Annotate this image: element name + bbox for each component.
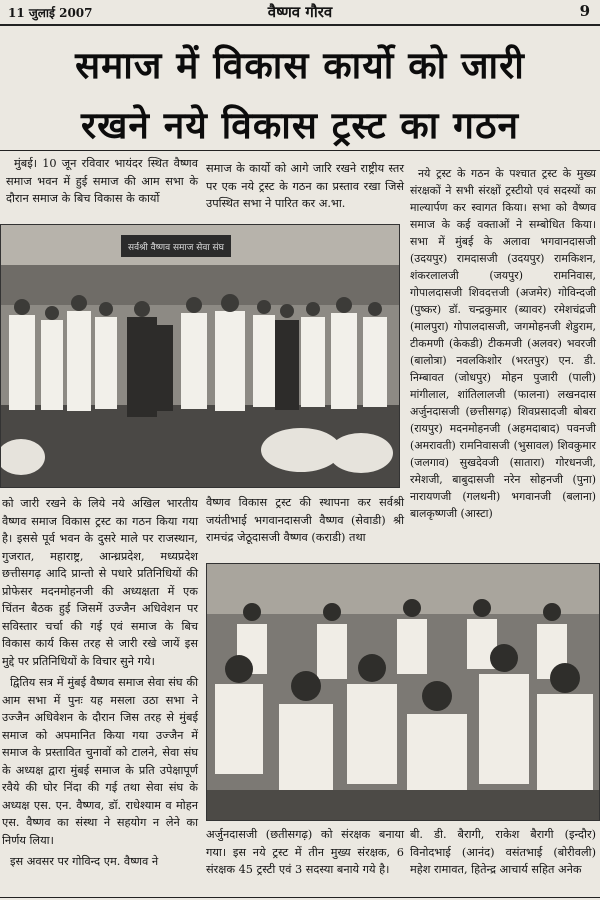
article-left-continued-2: द्वितिय सत्र में मुंबई वैष्णव समाज सेवा संघ की आम सभा में पुनः यह मसला उठा सभा ने उज्जैन अधिवेशन के दौरान जिस तरह से मुंबई समाज को अपमानित किया गया उज्जैन में समाज के प्रस्तावित चुनावों को टालने, सेवा संघ के अध्यक्ष द्वारा मुंबई समाज के प्रति उपेक्षापूर्ण रवैये की घोर निंदा की गई तथा सेवा संघ के अध्यक्ष एस. एन. वैष्णव, डॉ. राधेश्याम व मोहन एस. वैष्णव का संस्था ने सहयोग न लेने का निर्णय लिया। [2,676,198,847]
article-right-column-text: नये ट्रस्ट के गठन के पश्चात ट्रस्ट के मुख्य संरक्षकों ने सभी संरक्षों ट्रस्टीयो एवं सदस्यों का माल्यार्पण कर स्वागत किया। सभा को वैष्णव समाज के कई वक्ताओं ने सम्बोधित किया। सभा में मुंबई के अलावा भगवानदासजी (उदयपुर) रामदासजी (उदयपुर) रामकिशन, शंकरलालजी (जयपुर) रामनिवास, गोपालदासजी शिवदत्तजी (अजमेर) गोविन्दजी (पुष्कर) डॉ. चन्द्रकुमार (ब्यावर) रमेशचंद्रजी (मालपुरा) गोपालदासजी, जगमोहनजी शेडुराम, टीकमणी (केकडी) टीकमजी (अलवर) भवरजी (बालोत्रा) नवलकिशोर (भरतपुर) एन. डी. निम्बावत (जोधपुर) मोहन पुजारी (पाली) मांगीलाल, शांतिलालजी (फालना) लखनदास अर्जुनदासजी (छत्तीसगढ़) शिवप्रसादजी बोबरा (रायपुर) मदनमोहनजी (अहमदाबाद) पवनजी (अमरावती) रामनिवासजी (भुसावल) शिवकुमार (जलगाव) सुखदेवजी (सातारा) गोरधनजी, रमेशजी, बाबुदासजी नरेन सोहनजी (पुना) नारायणजी (गलथनी) भगवानजी (बलाना) बालकृष्णजी (आस्टा) [410,167,596,520]
stage-photo [0,224,400,488]
audience-photo [206,563,600,821]
article-left-continued-1: को जारी रखने के लिये नये अखिल भारतीय वैष्णव समाज विकास ट्रस्ट का गठन किया गया है। इससे पूर्व भवन के दुसरे माले पर राजस्थान, गुजरात, महाराष्ट्र, आन्ध्रप्रदेश, मध्यप्रदेश छत्तीसगढ़ आदि प्रान्तो से पधारे प्रतिनिधियों की प्रोफेसर मदनमोहनजी की अध्यक्षता में एक चिंतन बैठक हुई जिसमें उज्जैन अधिवेशन पर सविस्तार चर्चा की गई एवं समाज के बिच विकास कार्य किस तरह से जारी रखे जायें इस मुद्दे पर प्रतिनिधियों के विचार सुने गये। [2,497,198,668]
newspaper-name: वैष्णव गौरव [267,3,333,21]
article-right-column [410,165,596,522]
article-intro-text: मुंबई। 10 जून रविवार भायंदर स्थित वैष्णव समाज भवन में हुई समाज की आम सभा के दौरान समाज के बिच विकास के कार्यो [6,157,198,205]
article-intro [6,155,198,208]
article-bottom-middle [206,826,404,879]
headline-rule [0,150,600,151]
audience-photo-image [207,564,599,820]
bottom-rule [0,897,600,898]
stage-photo-image [1,225,399,487]
page-number: 9 [579,2,590,20]
article-middle-continued-text: वैष्णव विकास ट्रस्ट की स्थापना कर सर्वश्री जयंतीभाई भगवानदासजी वैष्णव (सेवाडी) श्री रामचंद्र जेठूदासजी वैष्णव (कराडी) तथा [206,496,404,544]
article-bottom-middle-text: अर्जुनदासजी (छतीसगढ़) को संरक्षक बनाया गया। इस नये ट्रस्ट में तीन मुख्य संरक्षक, 6 संरक्षक 45 ट्रस्टी एवं 3 सदस्या बनाये गये है। [206,828,404,876]
headline-line-1: समाज में विकास कार्यो को जारी [75,44,525,87]
issue-date: 11 जुलाई 2007 [8,6,93,20]
masthead [0,0,600,26]
stage-banner-text: सर्वश्री वैष्णव समाज सेवा संघ [128,243,224,253]
article-bottom-right-text: बी. डी. बैरागी, राकेश बैरागी (इन्दौर) विनोदभाई (आनंद) वसंतभाई (बोरीवली) महेश रामावत, हितेन्द्र आचार्य सहित अनेक [410,828,596,876]
article-left-continued-3: इस अवसर पर गोविन्द एम. वैष्णव ने [10,855,159,868]
article-middle-top-text: समाज के कार्यो को आगे जारि रखने राष्ट्रीय स्तर पर एक नये ट्रस्ट के गठन का प्रस्ताव रखा जिसे उपस्थित सभा ने पारित कर अ.भा. [206,162,404,210]
masthead-rule [0,24,600,26]
article-middle-continued [206,494,404,547]
article-middle-top [206,160,404,213]
article-left-continued [2,495,198,871]
headline-line-2: रखने नये विकास ट्रस्ट का गठन [80,104,520,147]
article-bottom-right [410,826,596,879]
